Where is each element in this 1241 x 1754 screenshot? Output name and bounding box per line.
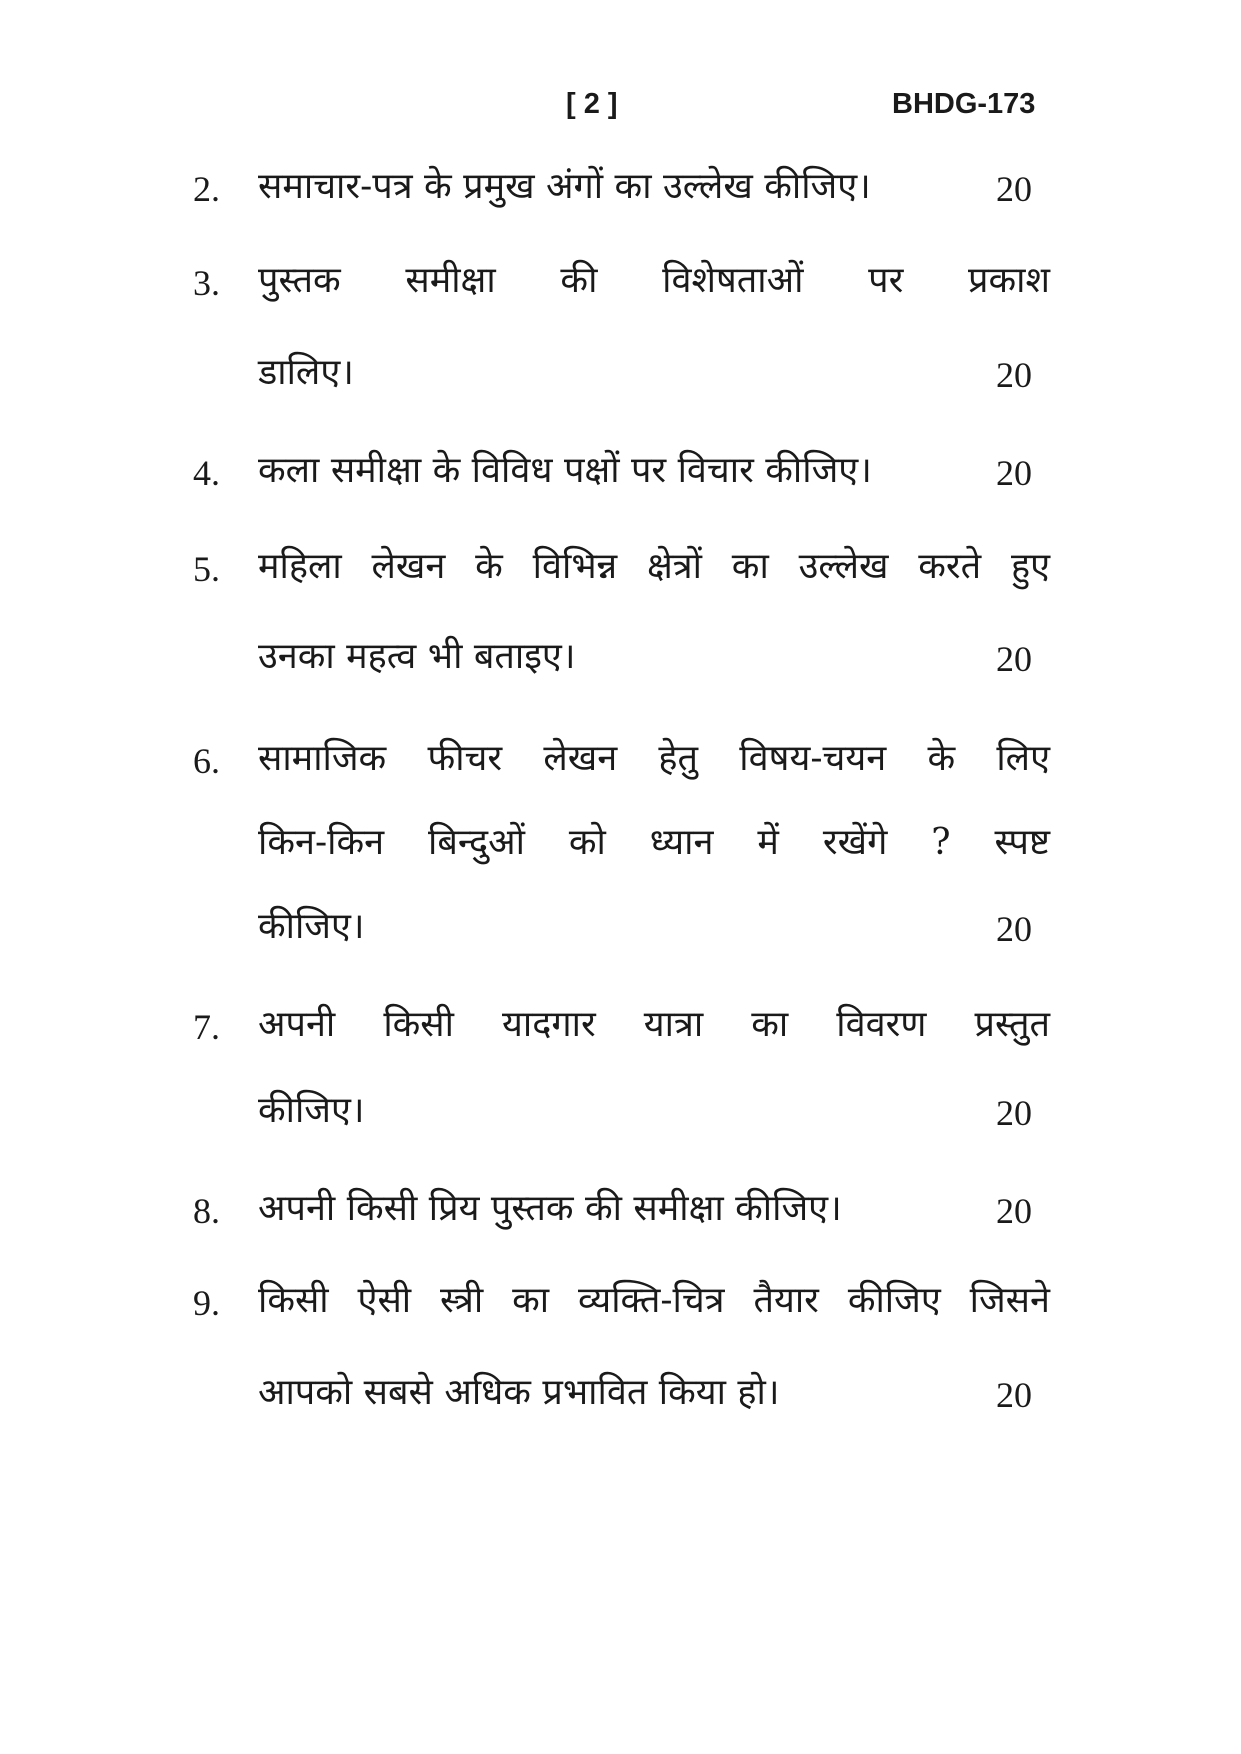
question-text-line: डालिए।	[258, 352, 354, 393]
question-text-line: सामाजिक फीचर लेखन हेतु विषय-चयन के लिए	[258, 738, 1050, 779]
question-number: 9.	[193, 1283, 220, 1323]
page-number: [ 2 ]	[566, 88, 618, 120]
question-marks: 20	[996, 1093, 1032, 1133]
paper-code: BHDG-173	[892, 88, 1036, 120]
question-text-line: किन-किन बिन्दुओं को ध्यान में रखेंगे ? स्पष्ट	[258, 822, 1050, 863]
question-number: 6.	[193, 741, 220, 781]
question-marks: 20	[996, 1191, 1032, 1231]
question-text-line: पुस्तक समीक्षा की विशेषताओं पर प्रकाश	[258, 260, 1050, 301]
question-marks: 20	[996, 169, 1032, 209]
question-marks: 20	[996, 1375, 1032, 1415]
question-text-line: किसी ऐसी स्त्री का व्यक्ति-चित्र तैयार कीजिए जिसने	[258, 1280, 1050, 1321]
question-number: 3.	[193, 263, 220, 303]
question-text-line: कला समीक्षा के विविध पक्षों पर विचार कीजिए।	[258, 450, 872, 491]
question-number: 5.	[193, 549, 220, 589]
question-number: 8.	[193, 1191, 220, 1231]
question-number: 7.	[193, 1007, 220, 1047]
question-text-line: कीजिए।	[258, 1090, 365, 1131]
question-marks: 20	[996, 639, 1032, 679]
question-text-line: कीजिए।	[258, 906, 365, 947]
question-text-line: महिला लेखन के विभिन्न क्षेत्रों का उल्लेख करते हुए	[258, 546, 1050, 587]
question-number: 4.	[193, 453, 220, 493]
question-marks: 20	[996, 355, 1032, 395]
question-marks: 20	[996, 909, 1032, 949]
question-marks: 20	[996, 453, 1032, 493]
question-text-line: उनका महत्व भी बताइए।	[258, 636, 576, 677]
question-text-line: आपको सबसे अधिक प्रभावित किया हो।	[258, 1372, 780, 1413]
question-text-line: अपनी किसी यादगार यात्रा का विवरण प्रस्तुत	[258, 1004, 1050, 1045]
question-text-line: अपनी किसी प्रिय पुस्तक की समीक्षा कीजिए।	[258, 1188, 842, 1229]
question-number: 2.	[193, 169, 220, 209]
question-text-line: समाचार-पत्र के प्रमुख अंगों का उल्लेख कीजिए।	[258, 166, 871, 207]
